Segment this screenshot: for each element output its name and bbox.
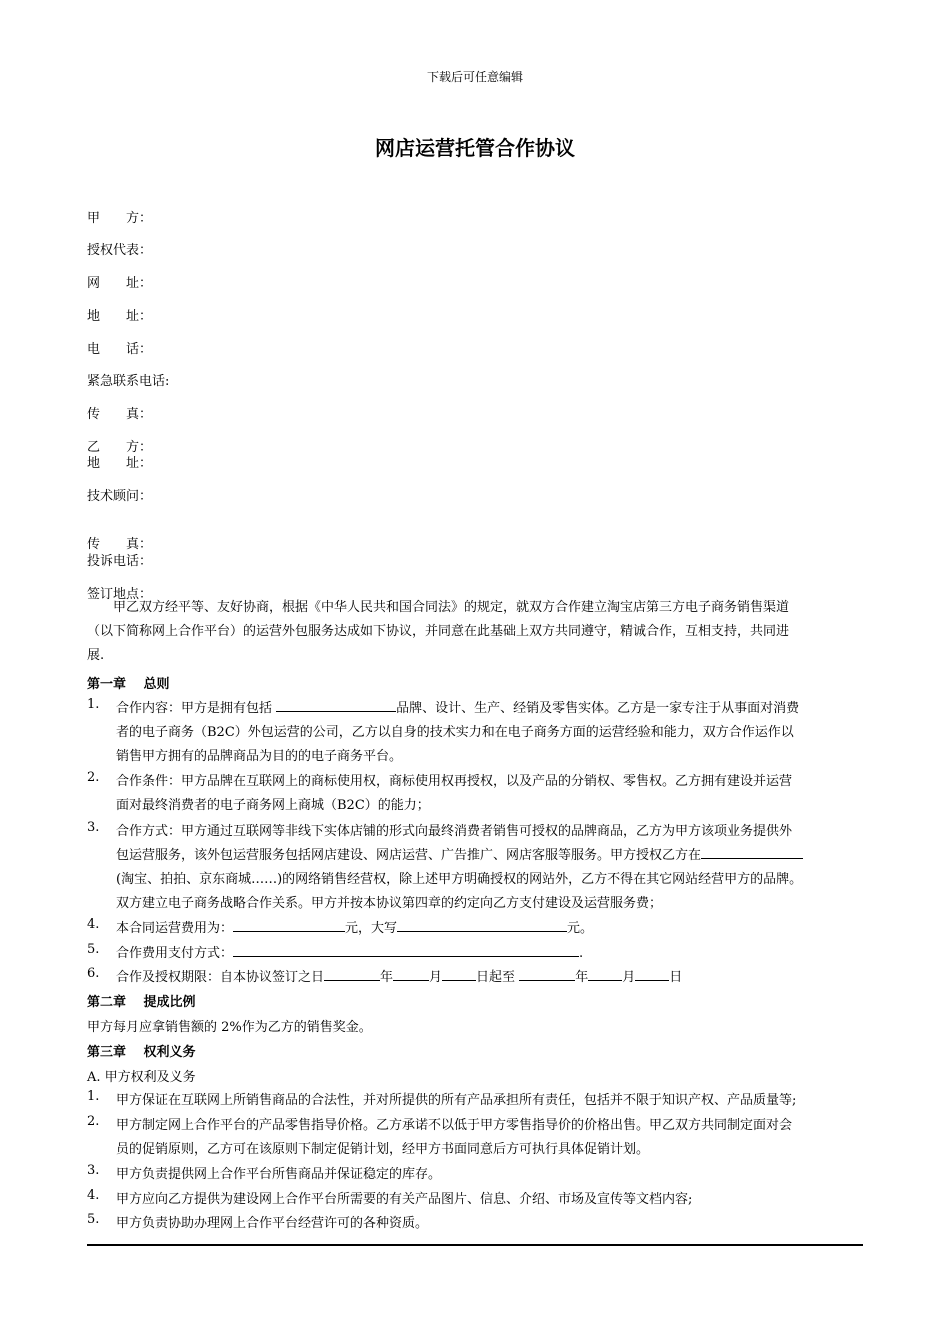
field-website: 网 址： (87, 276, 153, 291)
field-auth-rep: 授权代表： (87, 243, 153, 258)
ch3-item-5-num: 5. (87, 1212, 100, 1227)
intro-line-3: 展. (87, 648, 105, 663)
end-year-label: 年 (575, 970, 589, 985)
ch1-item-1-line-2: 者的电子商务（B2C）外包运营的公司，乙方以自身的技术实力和在电子商务方面的运营经验和能力，双方合作运作以 (116, 725, 794, 740)
field-complaint-phone: 投诉电话： (87, 554, 153, 569)
ch1-item-2-line-2: 面对最终消费者的电子商务网上商城（B2C）的能力； (116, 798, 430, 813)
fee-uppercase-blank (397, 917, 567, 932)
start-year-blank (324, 966, 380, 981)
ch3-subsection-a: A. 甲方权利及义务 (87, 1070, 196, 1085)
start-month-label: 月 (429, 970, 443, 985)
field-address-b: 地 址： (87, 456, 153, 471)
ch1-item-2-line-1: 合作条件：甲方品牌在互联网上的商标使用权，商标使用权再授权，以及产品的分销权、零售权。乙方拥有建设并运营 (116, 774, 793, 789)
ch3-item-4-num: 4. (87, 1188, 100, 1203)
ch1-item-6-line (116, 966, 682, 985)
ch3-item-2-line-1: 甲方制定网上合作平台的产品零售指导价格。乙方承诺不以低于甲方零售指导价的价格出售。甲乙双方共同制定面对会 (116, 1118, 793, 1133)
platform-blank (701, 844, 803, 859)
ch1-item-5-num: 5. (87, 942, 100, 957)
field-emergency-phone: 紧急联系电话: (87, 374, 170, 389)
field-sign-place: 签订地点： (87, 587, 153, 602)
ch3-item-5-line: 甲方负责协助办理网上合作平台经营许可的各种资质。 (116, 1216, 429, 1231)
intro-line-2: （以下简称网上合作平台）的运营外包服务达成如下协议，并同意在此基础上双方共同遵守，精诚合作，互相支持，共同进 (87, 624, 790, 639)
page-bottom-rule (87, 1244, 863, 1246)
payment-label: 合作费用支付方式： (116, 946, 234, 961)
ch1-item-3-line-1: 合作方式：甲方通过互联网等非线下实体店铺的形式向最终消费者销售可授权的品牌商品，乙方为甲方该项业务提供外 (116, 824, 793, 839)
chapter-2-title: 第二章 提成比例 (87, 995, 196, 1010)
ch3-item-2-line-2: 员的促销原则，乙方可在该原则下制定促销计划，经甲方书面同意后方可执行具体促销计划。 (116, 1142, 650, 1157)
page-header: 下载后可任意编辑 (426, 70, 523, 84)
ch3-item-1-line: 甲方保证在互联网上所销售商品的合法性，并对所提供的所有产品承担所有责任，包括并不限于知识产权、产品质量等; (116, 1093, 797, 1108)
ch1-item-1-text-b: 品牌、设计、生产、经销及零售实体。乙方是一家专注于从事面对消费 (396, 701, 800, 716)
field-tech-advisor: 技术顾问： (87, 489, 153, 504)
ch1-item-1-text-a: 合作内容：甲方是拥有包括 (116, 701, 277, 716)
ch1-item-5-line (116, 942, 583, 961)
intro-line-1: 甲乙双方经平等、友好协商，根据《中华人民共和国合同法》的规定，就双方合作建立淘宝店第三方电子商务销售渠道 (87, 600, 790, 615)
field-address-a: 地 址： (87, 309, 153, 324)
ch1-item-3-line-4: 双方建立电子商务战略合作关系。甲方并按本协议第四章的约定向乙方支付建设及运营服务费； (116, 896, 663, 911)
ch1-item-6-num: 6. (87, 966, 100, 981)
end-month-label: 月 (622, 970, 636, 985)
fee-amount-blank (233, 917, 345, 932)
chapter-1-title: 第一章 总则 (87, 677, 170, 692)
field-phone: 电 话： (87, 342, 153, 357)
field-fax-a: 传 真： (87, 407, 153, 422)
commission-text: 甲方每月应拿销售额的 2%作为乙方的销售奖金。 (87, 1020, 372, 1035)
ch3-item-1-num: 1. (87, 1089, 100, 1104)
ch1-item-3-line-3: (淘宝、拍拍、京东商城……)的网络销售经营权，除上述甲方明确授权的网站外，乙方不得在其它网站经营甲方的品牌。 (116, 872, 803, 887)
ch3-item-3-line: 甲方负责提供网上合作平台所售商品并保证稳定的库存。 (116, 1167, 442, 1182)
start-year-label: 年 (380, 970, 394, 985)
fee-label: 本合同运营费用为： (116, 921, 234, 936)
end-day-blank (635, 966, 669, 981)
ch1-item-4-num: 4. (87, 917, 100, 932)
end-month-blank (588, 966, 622, 981)
ch3-item-3-num: 3. (87, 1163, 100, 1178)
start-day-blank (442, 966, 476, 981)
chapter-3-title: 第三章 权利义务 (87, 1045, 196, 1060)
ch1-item-1-num: 1. (87, 697, 100, 712)
start-month-blank (393, 966, 429, 981)
ch1-item-4-line (116, 917, 593, 936)
ch1-item-3-text-a: 包运营服务，该外包运营服务包括网店建设、网店运营、广告推广、网店客服等服务。甲方授权乙方在 (116, 848, 702, 863)
ch1-item-2-num: 2. (87, 770, 100, 785)
ch1-item-3-num: 3. (87, 820, 100, 835)
start-day-label: 日起至 (476, 970, 520, 985)
end-year-blank (519, 966, 575, 981)
fee-unit: 元。 (567, 921, 594, 936)
document-title: 网店运营托管合作协议 (375, 136, 575, 160)
end-day-label: 日 (669, 970, 683, 985)
payment-end: . (579, 946, 584, 961)
ch1-item-1-line-1 (116, 697, 799, 716)
ch3-item-4-line: 甲方应向乙方提供为建设网上合作平台所需要的有关产品图片、信息、介绍、市场及宣传等文档内容; (116, 1192, 693, 1207)
field-party-a: 甲 方： (87, 211, 153, 226)
brand-blank (276, 697, 396, 712)
ch1-item-1-line-3: 销售甲方拥有的品牌商品为目的的电子商务平台。 (116, 749, 403, 764)
field-fax-b: 传 真： (87, 537, 153, 552)
ch3-item-2-num: 2. (87, 1114, 100, 1129)
ch1-item-3-line-2 (116, 844, 803, 863)
term-label: 合作及授权期限：自本协议签订之日 (116, 970, 325, 985)
payment-method-blank (233, 942, 579, 957)
fee-uppercase-label: 元，大写 (345, 921, 398, 936)
field-party-b: 乙 方： (87, 440, 153, 455)
